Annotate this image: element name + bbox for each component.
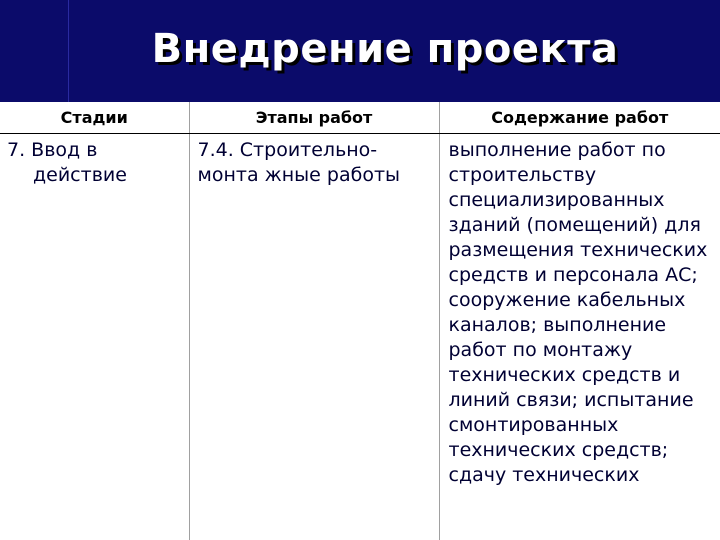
cell-content	[439, 134, 720, 540]
slide-header	[0, 0, 720, 102]
cell-stage	[0, 134, 189, 540]
cell-phase	[189, 134, 439, 540]
slide-title: Внедрение проекта	[151, 26, 619, 72]
cell-stage-text: 7. Ввод в действие	[7, 139, 127, 186]
table-header-row	[0, 102, 720, 134]
table-row	[0, 134, 720, 540]
cell-phase-text: 7.4. Строительно-монта жные работы	[197, 139, 401, 186]
column-header-phases: Этапы работ	[189, 102, 439, 134]
column-header-stages: Стадии	[0, 102, 189, 134]
column-header-content: Содержание работ	[439, 102, 720, 134]
cell-content-text: выполнение работ по строительству специализированных зданий (помещений) для размещения технических средств и персонала АС; сооружение кабельных каналов; выполнение работ по монтажу технических средств и линий связи; испытание смонтированных технических средств; сдачу технических	[448, 139, 708, 486]
stages-table	[0, 102, 720, 540]
